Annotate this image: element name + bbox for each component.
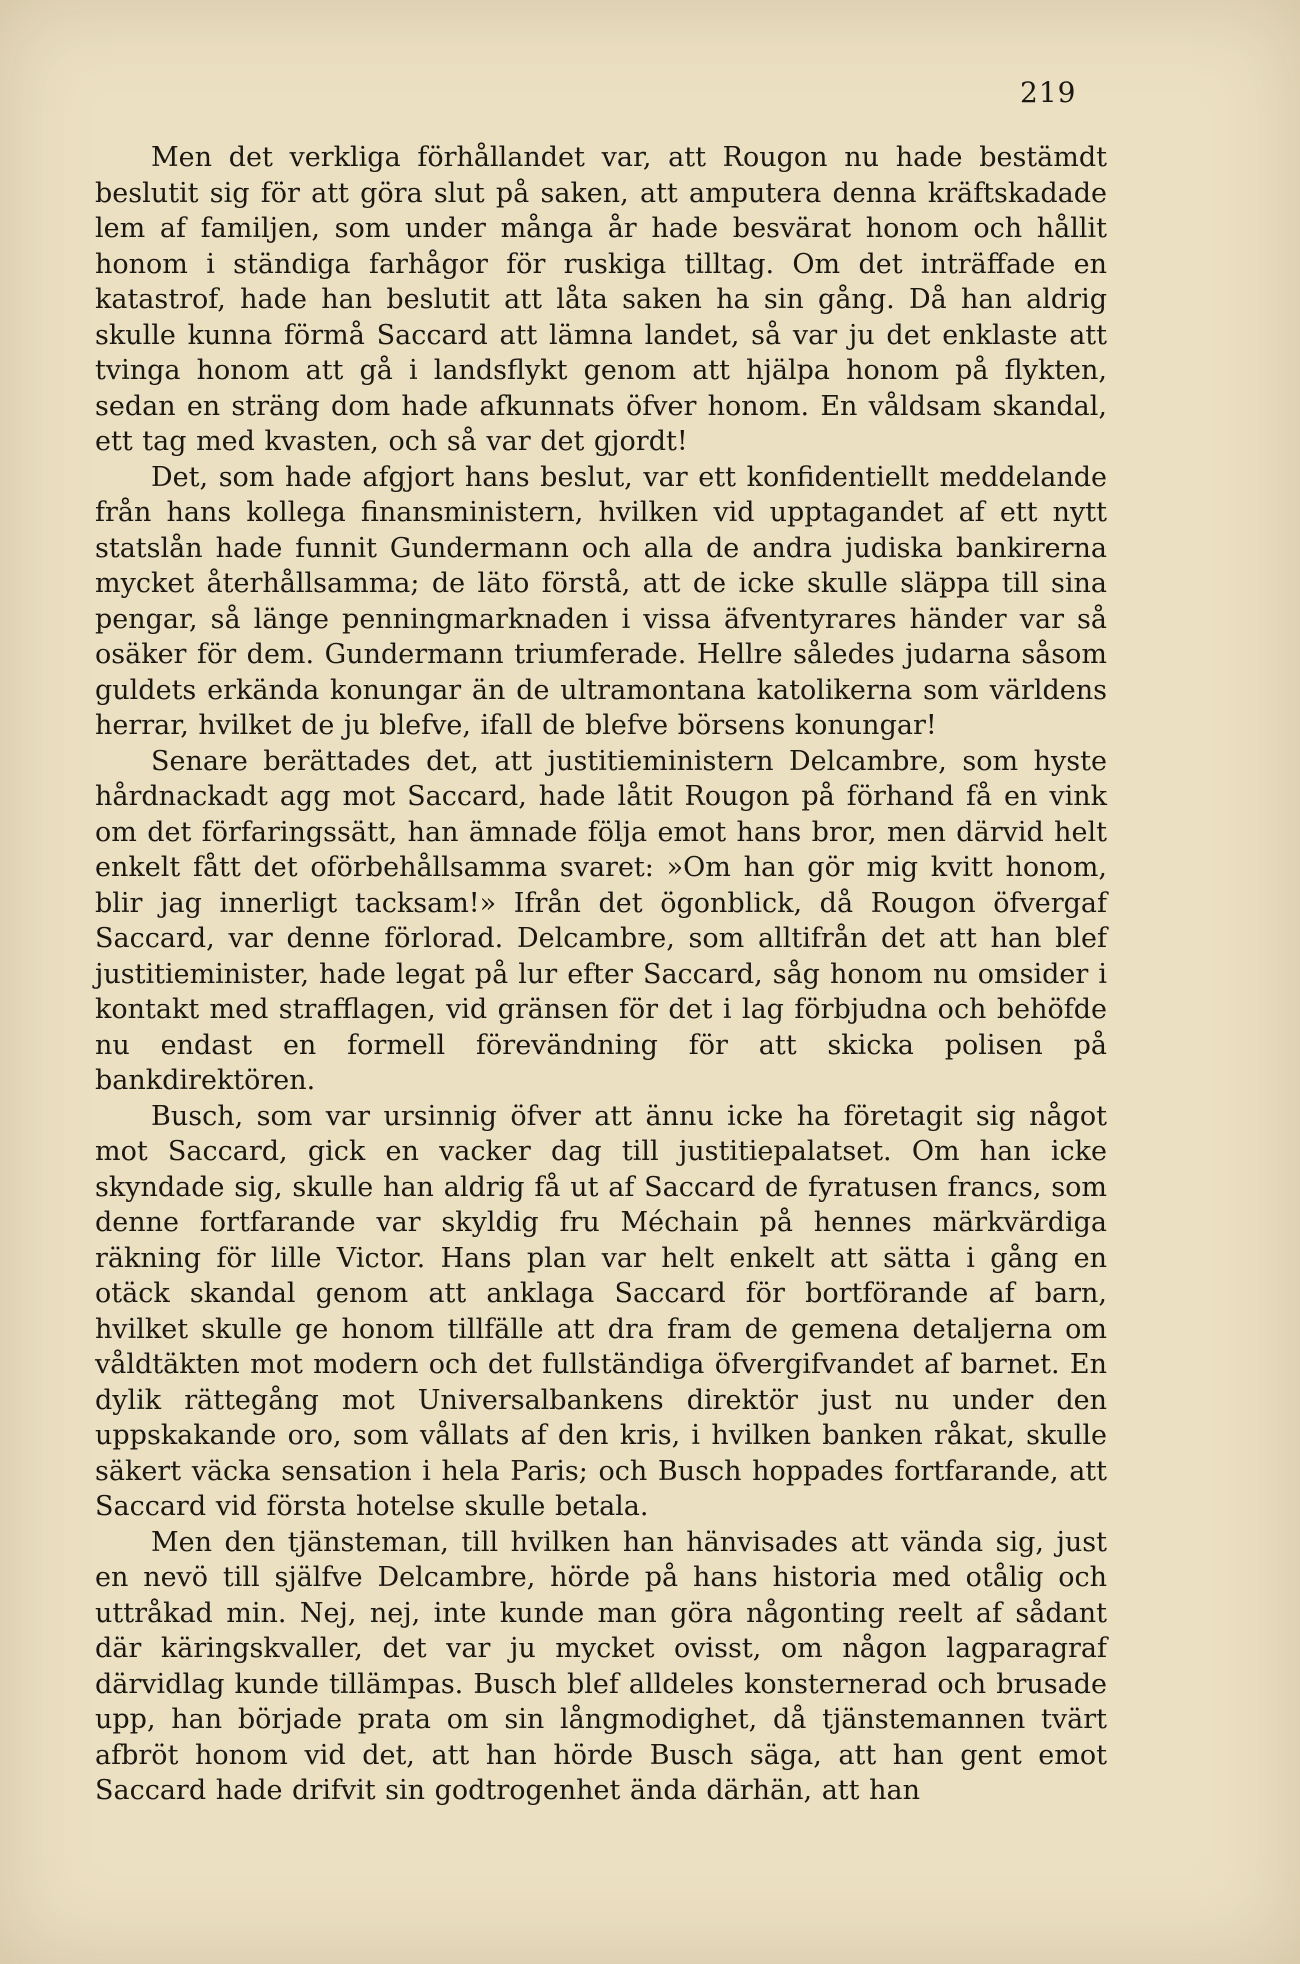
paragraph-1: Men det verkliga förhållandet var, att Rougon nu hade bestämdt beslutit sig för att göra slut på saken, att amputera denna kräftskadade lem af familjen, som under många år hade besvärat honom och hållit honom i ständiga farhågor för ruskiga tilltag. Om det inträffade en katastrof, hade han beslutit att låta saken ha sin gång. Då han aldrig skulle kunna förmå Saccard att lämna landet, så var ju det enklaste att tvinga honom att gå i landsflykt genom att hjälpa honom på flykten, sedan en sträng dom hade afkunnats öfver honom. En våldsam skandal, ett tag med kvasten, och så var det gjordt! <box>95 142 1107 457</box>
paragraph-5: Men den tjänsteman, till hvilken han hänvisades att vända sig, just en nevö till själfve Delcambre, hörde på hans historia med otålig och uttråkad min. Nej, nej, inte kunde man göra någonting reelt af sådant där käringskvaller, det var ju mycket ovisst, om någon lagparagraf därvidlag kunde tillämpas. Busch blef alldeles konsternerad och brusade upp, han började prata om sin långmodighet, då tjänstemannen tvärt afbröt honom vid det, att han hörde Busch säga, att han gent emot Saccard hade drifvit sin godtrogenhet ända därhän, att han <box>95 1526 1107 1806</box>
paragraph-2: Det, som hade afgjort hans beslut, var ett konfidentiellt meddelande från hans kollega finansministern, hvilken vid upptagandet af ett nytt statslån hade funnit Gundermann och alla de andra judiska bankirerna mycket återhållsamma; de läto förstå, att de icke skulle släppa till sina pengar, så länge penningmarknaden i vissa äfventyrares händer var så osäker för dem. Gundermann triumferade. Hellre således judarna såsom guldets erkända konungar än de ultramontana katolikerna som världens herrar, hvilket de ju blefve, ifall de blefve börsens konungar! <box>95 461 1107 741</box>
body-text <box>95 140 1107 1809</box>
page-number: 219 <box>1020 76 1077 109</box>
paragraph-4: Busch, som var ursinnig öfver att ännu icke ha företagit sig något mot Saccard, gick en vacker dag till justitiepalatset. Om han icke skyndade sig, skulle han aldrig få ut af Saccard de fyratusen francs, som denne fortfarande var skyldig fru Méchain på hennes märkvärdiga räkning för lille Victor. Hans plan var helt enkelt att sätta i gång en otäck skandal genom att anklaga Saccard för bortförande af barn, hvilket skulle ge honom tillfälle att dra fram de gemena detaljerna om våldtäkten mot modern och det fullständiga öfvergifvandet af barnet. En dylik rättegång mot Universalbankens direktör just nu under den uppskakande oro, som vållats af den kris, i hvilken banken råkat, skulle säkert väcka sensation i hela Paris; och Busch hoppades fortfarande, att Saccard vid första hotelse skulle betala. <box>95 1100 1107 1522</box>
paragraph-3: Senare berättades det, att justitieministern Delcambre, som hyste hårdnackadt agg mot Saccard, hade låtit Rougon på förhand få en vink om det förfaringssätt, han ämnade följa emot hans bror, men därvid helt enkelt fått det oförbehållsamma svaret: »Om han gör mig kvitt honom, blir jag innerligt tacksam!» Ifrån det ögonblick, då Rougon öfvergaf Saccard, var denne förlorad. Delcambre, som alltifrån det att han blef justitieminister, hade legat på lur efter Saccard, såg honom nu omsider i kontakt med strafflagen, vid gränsen för det i lag förbjudna och behöfde nu endast en formell förevändning för att skicka polisen på bankdirektören. <box>95 745 1107 1096</box>
